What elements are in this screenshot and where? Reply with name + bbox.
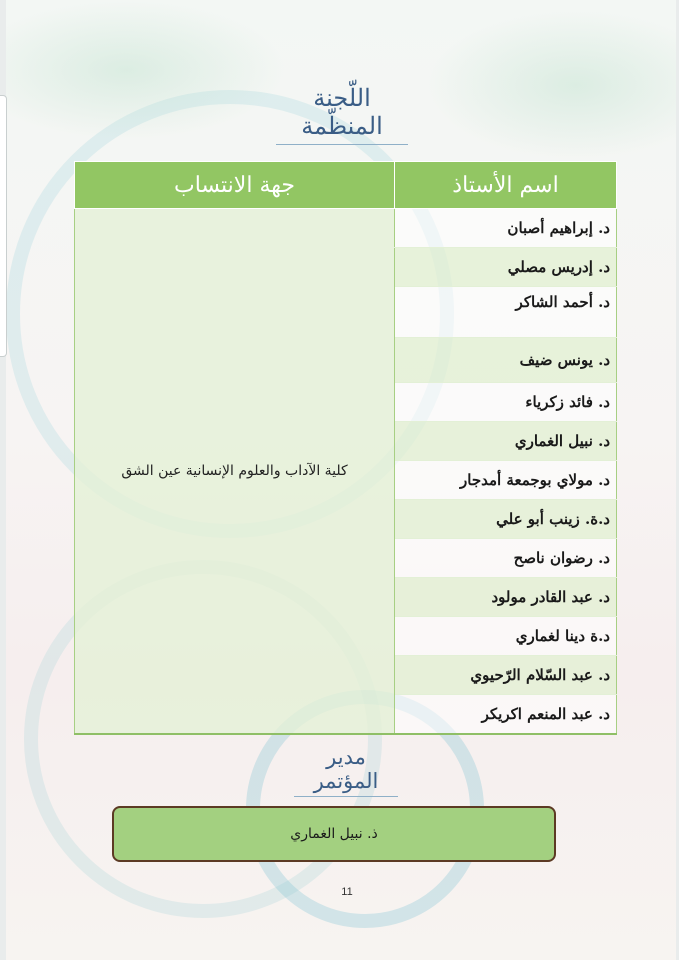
director-name: ذ. نبيل الغماري [290, 826, 378, 842]
member-name: د.ة دينا لغماري [395, 617, 617, 656]
member-name: د. إبراهيم أصبان [395, 209, 617, 248]
member-name: د. إدريس مصلي [395, 248, 617, 287]
header-affiliation: جهة الانتساب [75, 162, 395, 209]
page-title: اللّجنة المنظّمة [276, 84, 408, 145]
member-name: د. عبد المنعم اكريكر [395, 695, 617, 735]
affiliation-cell: كلية الآداب والعلوم الإنسانية عين الشق [75, 209, 395, 735]
member-name: د. نبيل الغماري [395, 422, 617, 461]
header-name: اسم الأستاذ [395, 162, 617, 209]
committee-table [74, 161, 617, 735]
member-name: د. فائد زكرياء [395, 383, 617, 422]
director-name-box [112, 806, 556, 862]
member-name: د. أحمد الشاكر [395, 287, 617, 338]
decorative-cloud [426, 10, 676, 160]
member-name: د. يونس ضيف [395, 338, 617, 383]
document-page [6, 0, 676, 960]
member-name: د.ة. زينب أبو علي [395, 500, 617, 539]
member-name: د. عبد السّلام الرّحيوي [395, 656, 617, 695]
member-name: د. رضوان ناصح [395, 539, 617, 578]
member-name: د. مولاي بوجمعة أمدجار [395, 461, 617, 500]
page-edge-tab [0, 95, 7, 357]
director-title: مدير المؤتمر [294, 745, 398, 797]
page-number: 11 [341, 886, 353, 898]
member-name: د. عبد القادر مولود [395, 578, 617, 617]
